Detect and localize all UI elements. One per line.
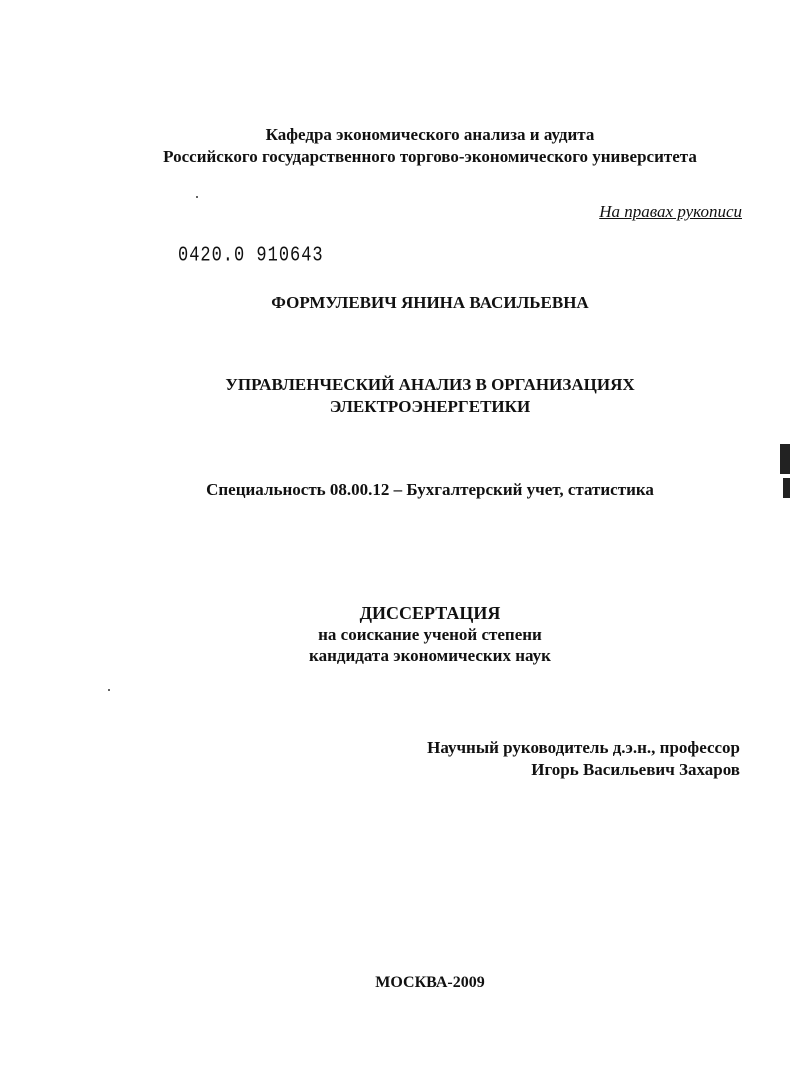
scan-speck (108, 689, 110, 691)
thesis-title-line-1: УПРАВЛЕНЧЕСКИЙ АНАЛИЗ В ОРГАНИЗАЦИЯХ (225, 375, 635, 394)
degree-line-1: на соискание ученой степени (318, 625, 542, 644)
supervisor-title: Научный руководитель д.э.н., профессор (427, 738, 740, 757)
binding-mark (780, 444, 790, 474)
manuscript-rights-note: На правах рукописи (599, 202, 742, 221)
department-line-1: Кафедра экономического анализа и аудита (265, 125, 595, 144)
archive-stamp-number: 0420.0 910643 (178, 244, 324, 268)
author-name: ФОРМУЛЕВИЧ ЯНИНА ВАСИЛЬЕВНА (271, 293, 589, 312)
city-year: МОСКВА-2009 (375, 974, 485, 991)
thesis-title-line-2: ЭЛЕКТРОЭНЕРГЕТИКИ (329, 397, 531, 416)
dissertation-label: ДИССЕРТАЦИЯ (359, 603, 501, 623)
supervisor-name: Игорь Васильевич Захаров (531, 760, 740, 779)
department-line-2: Российского государственного торгово-экономического университета (163, 147, 697, 166)
specialty-line: Специальность 08.00.12 – Бухгалтерский учет, статистика (206, 480, 654, 499)
degree-line-2: кандидата экономических наук (309, 646, 551, 665)
scan-speck (196, 196, 198, 198)
binding-mark (783, 478, 790, 498)
